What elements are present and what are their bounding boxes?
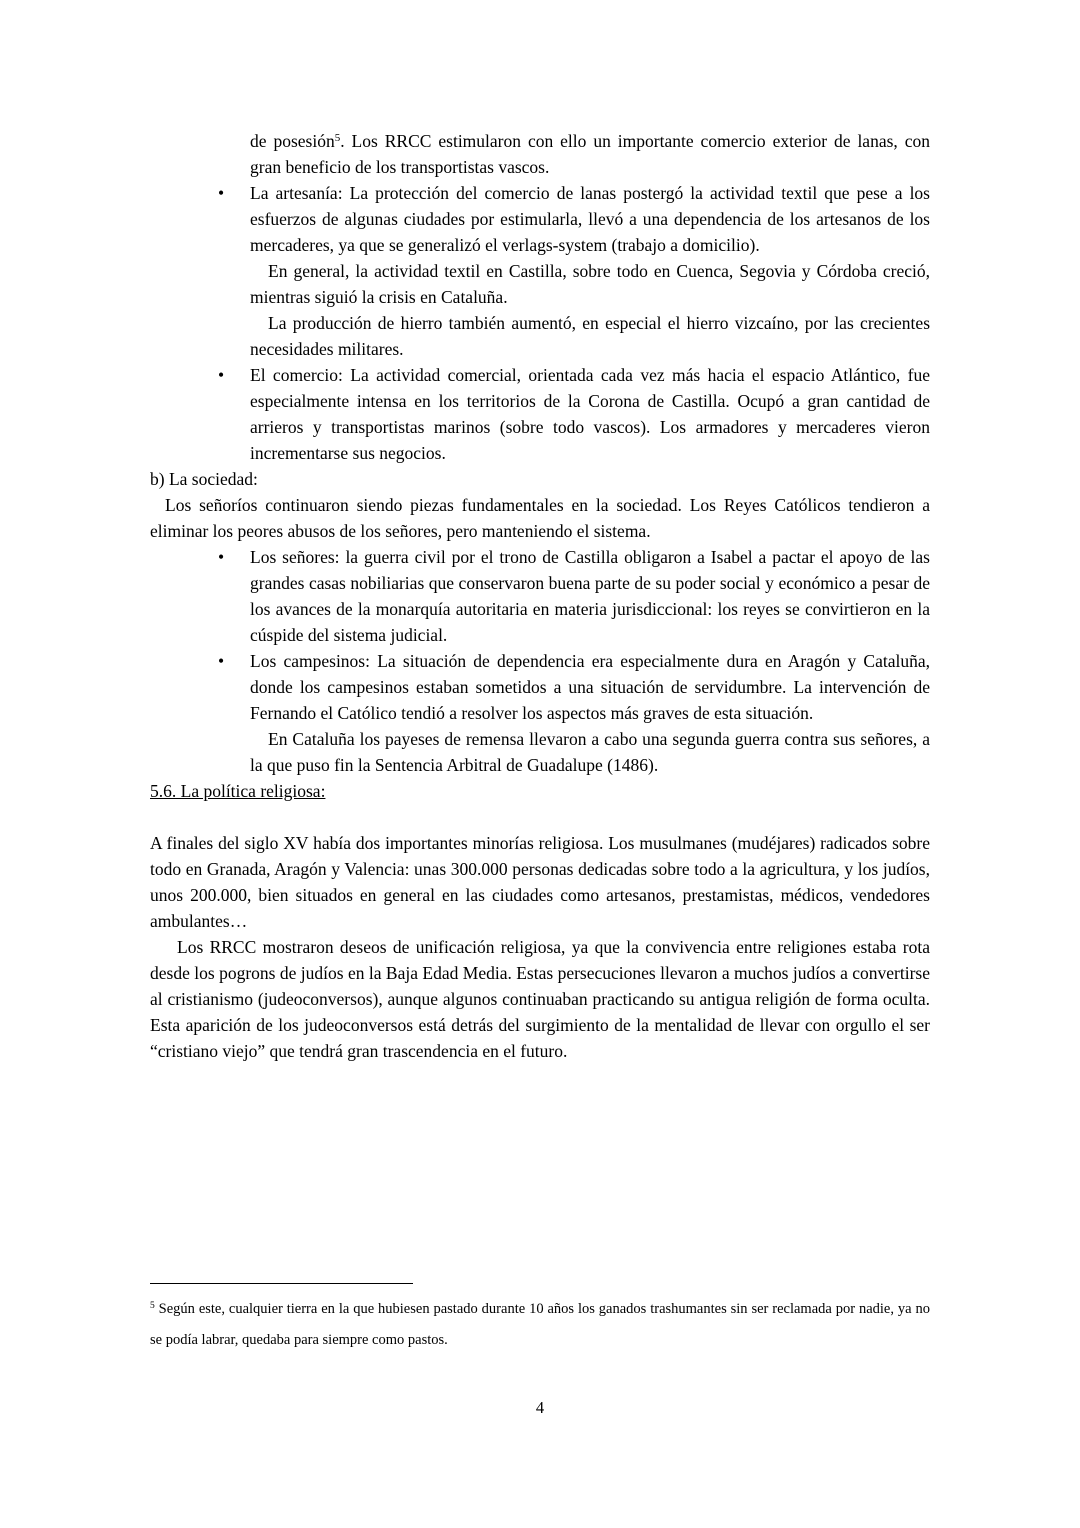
bullet-text: Los señores: la guerra civil por el trono de Castilla obligaron a Isabel a pactar el apoyo de las grandes casas nobiliarias que conservaron buena parte de su poder social y económico a pesar de los avances de la monarquía autoritaria en materia jurisdiccional: los reyes se convirtieron en la cúspide del sistema judicial. <box>250 547 930 645</box>
paragraph-text: . Los RRCC estimularon con ello un importante comercio exterior de lanas, con gran beneficio de los transportistas vascos. <box>250 131 930 177</box>
paragraph: En Cataluña los payeses de remensa llevaron a cabo una segunda guerra contra sus señores, a la que puso fin la Sentencia Arbitral de Guadalupe (1486). <box>250 729 930 775</box>
bullet-icon: • <box>218 651 225 671</box>
subheading-sociedad: b) La sociedad: <box>150 469 258 489</box>
footnote-reference: 5 <box>334 132 341 144</box>
footnote-separator-rule <box>150 1283 413 1284</box>
bullet-item-artesania <box>218 180 930 258</box>
bullet-item-senores <box>218 544 930 648</box>
bullet-icon: • <box>218 183 225 203</box>
bullet-icon: • <box>218 365 225 385</box>
document-body <box>150 128 930 1064</box>
page-number: 4 <box>535 1398 545 1417</box>
bullet-text: La artesanía: La protección del comercio de lanas postergó la actividad textil que pese a los esfuerzos de algunas ciudades por estimularla, llevó a una dependencia de los artesanos de los mercaderes, ya que se generalizó el verlags-system (trabajo a domicilio). <box>250 183 930 255</box>
bullet-icon: • <box>218 547 225 567</box>
paragraph: Los RRCC mostraron deseos de unificación religiosa, ya que la convivencia entre religiones estaba rota desde los pogrons de judíos en la Baja Edad Media. Estas persecuciones llevaron a muchos judíos a convertirse al cristianismo (judeoconversos), aunque algunos continuaban practicando su antigua religión de forma oculta. Esta aparición de los judeoconversos está detrás del surgimiento de la mentalidad de llevar con orgullo el ser “cristiano viejo” que tendrá gran trascendencia en el futuro. <box>150 937 930 1061</box>
footnote-text: Según este, cualquier tierra en la que hubiesen pastado durante 10 años los ganados trashumantes sin ser reclamada por nadie, ya no se podía labrar, quedaba para siempre como pastos. <box>150 1301 930 1348</box>
footnote-area <box>150 1283 930 1356</box>
bullet-item-comercio <box>218 362 930 466</box>
bullet-item-campesinos <box>218 648 930 726</box>
bullet-text: El comercio: La actividad comercial, orientada cada vez más hacia el espacio Atlántico, fue especialmente intensa en los territorios de la Corona de Castilla. Ocupó a gran cantidad de arrieros y transportistas marinos (sobre todo vascos). Los armadores y mercaderes vieron incrementarse sus negocios. <box>250 365 930 463</box>
paragraph: Los señoríos continuaron siendo piezas fundamentales en la sociedad. Los Reyes Católicos tendieron a eliminar los peores abusos de los señores, pero manteniendo el sistema. <box>150 495 930 541</box>
bullet-text: Los campesinos: La situación de dependencia era especialmente dura en Aragón y Cataluña, donde los campesinos estaban sometidos a una situación de servidumbre. La intervención de Fernando el Católico tendió a resolver los aspectos más graves de esta situación. <box>250 651 930 723</box>
footnote-number: 5 <box>150 1301 155 1311</box>
footnote <box>150 1294 930 1356</box>
paragraph-text: de posesión <box>250 131 335 151</box>
paragraph-continuation <box>250 128 930 180</box>
paragraph: A finales del siglo XV había dos importantes minorías religiosa. Los musulmanes (mudéjares) radicados sobre todo en Granada, Aragón y Valencia: unas 300.000 personas dedicadas sobre todo a la agricultura, y los judíos, unos 200.000, bien situados en general en las ciudades como artesanos, prestamistas, médicos, vendedores ambulantes… <box>150 833 930 931</box>
paragraph: La producción de hierro también aumentó, en especial el hierro vizcaíno, por las crecientes necesidades militares. <box>250 313 930 359</box>
section-heading-politica-religiosa: 5.6. La política religiosa: <box>150 781 326 801</box>
paragraph: En general, la actividad textil en Castilla, sobre todo en Cuenca, Segovia y Córdoba creció, mientras siguió la crisis en Cataluña. <box>250 261 930 307</box>
